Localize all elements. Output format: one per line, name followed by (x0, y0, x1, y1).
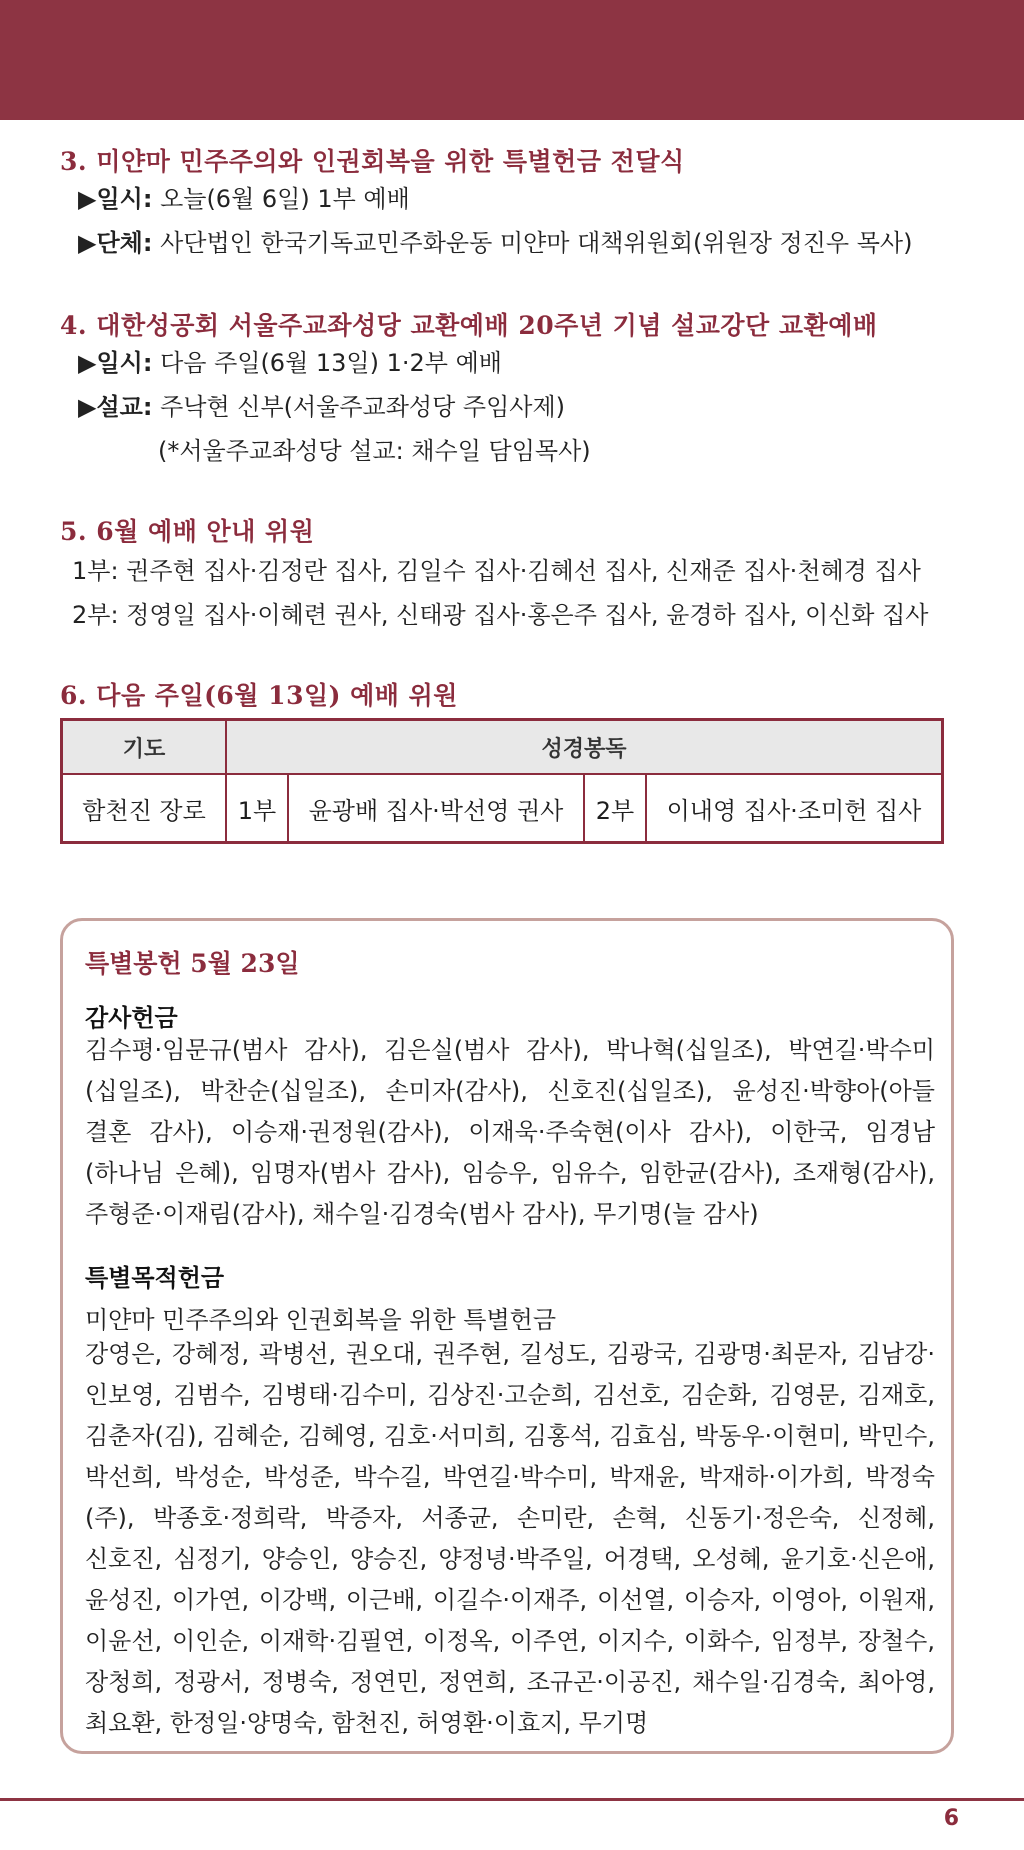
offering-title: 특별봉헌 5월 23일 (85, 949, 300, 978)
date-label: ▶일시: (78, 349, 153, 377)
special-purpose-subtitle: 미얀마 민주주의와 인권회복을 위한 특별헌금 (85, 1306, 557, 1334)
header-bible-reading: 성경봉독 (226, 720, 943, 775)
cell-service-2: 2부 (584, 774, 646, 843)
section-6-title: 6. 다음 주일(6월 13일) 예배 위원 (60, 681, 458, 710)
thanks-offering-list: 김수평·임문규(범사 감사), 김은실(범사 감사), 박나혁(십일조), 박연길·박수미(십일조), 박찬순(십일조), 손미자(감사), 신호진(십일조), 윤성진·박향아(아들 결혼 감사), 이승재·권정원(감사), 이재욱·주숙현(이사 감사), 이한국, 임경남(하나님 은혜), 임명자(범사 감사), 임승우, 임유수, 임한균(감사), 조재형(감사), 주형준·이재림(감사), 채수일·김경숙(범사 감사), 무기명(늘 감사) (85, 1036, 935, 1228)
sermon-text: 주낙현 신부(서울주교좌성당 주임사제) (160, 393, 566, 421)
section-3-org-line (78, 228, 912, 258)
org-text: 사단법인 한국기독교민주화운동 미얀마 대책위원회(위원장 정진우 목사) (160, 229, 913, 257)
section-3-date-line (78, 184, 410, 214)
worship-committee-table (60, 718, 944, 844)
section-5-second-service: 2부: 정영일 집사·이혜련 권사, 신태광 집사·홍은주 집사, 윤경하 집사, 이신화 집사 (72, 601, 929, 629)
section-4-sermon-line (78, 392, 565, 422)
date-label: ▶일시: (78, 185, 153, 213)
sermon-label: ▶설교: (78, 393, 153, 421)
section-5-title: 5. 6월 예배 안내 위원 (60, 517, 315, 546)
section-5-first-service: 1부: 권주현 집사·김정란 집사, 김일수 집사·김혜선 집사, 신재준 집사·천혜경 집사 (72, 557, 921, 585)
table-row (62, 774, 943, 843)
section-3-title: 3. 미얀마 민주주의와 인권회복을 위한 특별헌금 전달식 (60, 147, 685, 176)
page-number: 6 (943, 1806, 959, 1831)
section-4-sermon-note: (*서울주교좌성당 설교: 채수일 담임목사) (158, 437, 591, 465)
header-bar (0, 0, 1024, 120)
footer-line (0, 1798, 1024, 1801)
date-text: 다음 주일(6월 13일) 1·2부 예배 (160, 349, 502, 377)
cell-service-1: 1부 (226, 774, 288, 843)
cell-prayer: 함천진 장로 (62, 774, 227, 843)
cell-readers-1: 윤광배 집사·박선영 권사 (288, 774, 584, 843)
section-4-date-line (78, 348, 502, 378)
special-purpose-title: 특별목적헌금 (85, 1264, 225, 1292)
table-header-row (62, 720, 943, 775)
header-prayer: 기도 (62, 720, 227, 775)
date-text: 오늘(6월 6일) 1부 예배 (160, 185, 410, 213)
org-label: ▶단체: (78, 229, 153, 257)
special-purpose-list: 강영은, 강혜정, 곽병선, 권오대, 권주현, 길성도, 김광국, 김광명·최문자, 김남강·인보영, 김범수, 김병태·김수미, 김상진·고순희, 김선호, 김순화, 김영문, 김재호, 김춘자(김), 김혜순, 김혜영, 김호·서미희, 김홍석, 김효심, 박동우·이현미, 박민수, 박선희, 박성순, 박성준, 박수길, 박연길·박수미, 박재윤, 박재하·이가희, 박정숙(주), 박종호·정희락, 박증자, 서종균, 손미란, 손혁, 신동기·정은숙, 신정혜, 신호진, 심정기, 양승인, 양승진, 양정녕·박주일, 어경택, 오성혜, 윤기호·신은애, 윤성진, 이가연, 이강백, 이근배, 이길수·이재주, 이선열, 이승자, 이영아, 이원재, 이윤선, 이인순, 이재학·김필연, 이정옥, 이주연, 이지수, 이화수, 임정부, 장철수, 장청희, 정광서, 정병숙, 정연민, 정연희, 조규곤·이공진, 채수일·김경숙, 최아영, 최요환, 한정일·양명숙, 함천진, 허영환·이효지, 무기명 (85, 1340, 935, 1737)
thanks-offering-title: 감사헌금 (85, 1004, 178, 1032)
cell-readers-2: 이내영 집사·조미헌 집사 (646, 774, 943, 843)
section-4-title: 4. 대한성공회 서울주교좌성당 교환예배 20주년 기념 설교강단 교환예배 (60, 311, 878, 340)
